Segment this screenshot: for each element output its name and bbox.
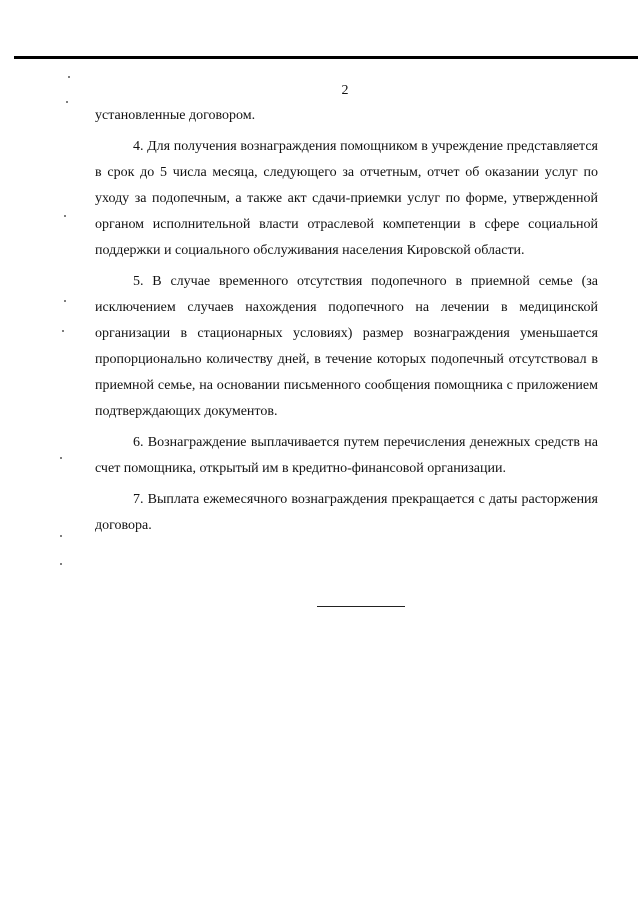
paragraph-item-7: 7. Выплата ежемесячного вознаграждения прекращается с даты расторжения договора. [95,492,598,533]
scan-speck [64,300,66,302]
scan-speck [66,101,68,103]
page-number: 2 [341,83,349,98]
document-body [95,103,598,544]
end-of-document-rule [317,606,405,607]
scan-speck [68,76,70,78]
scan-speck [62,330,64,332]
paragraph-continuation: установленные договором. [95,108,256,123]
paragraph-item-5: 5. В случае временного отсутствия подопечного в приемной семье (за исключением случаев нахождения подопечного на лечении в медицинской организации в стационарных условиях) размер вознаграждения уменьшается пропорционально количеству дней, в течение которых подопечный отсутствовал в приемной семье, на основании письменного сообщения помощника с приложением подтверждающих документов. [95,274,598,419]
scan-speck [60,563,62,565]
paragraph-item-6: 6. Вознаграждение выплачивается путем перечисления денежных средств на счет помощника, открытый им в кредитно-финансовой организации. [95,435,598,476]
scan-speck [60,535,62,537]
header-rule [14,56,638,59]
scan-speck [60,457,62,459]
paragraph-item-4: 4. Для получения вознаграждения помощником в учреждение представляется в срок до 5 числа месяца, следующего за отчетным, отчет об оказании услуг по уходу за подопечным, а также акт сдачи-приемки услуг по форме, утвержденной органом исполнительной власти отраслевой компетенции в сфере социальной поддержки и социального обслуживания населения Кировской области. [95,139,598,258]
scan-speck [64,215,66,217]
